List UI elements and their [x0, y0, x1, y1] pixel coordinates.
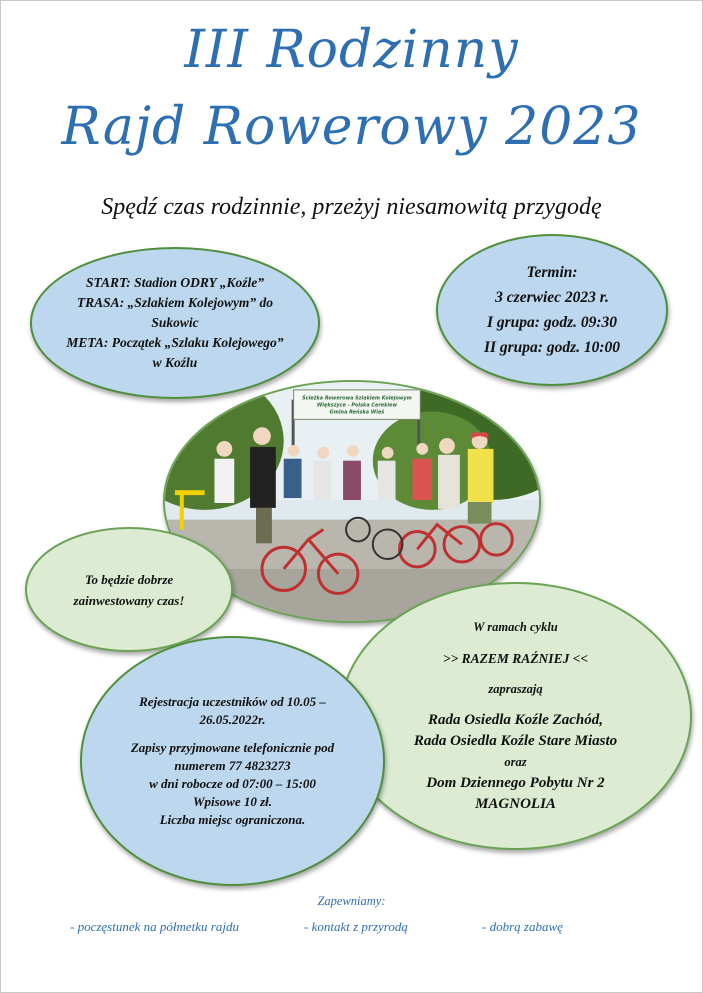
registration-fee: Wpisowe 10 zł. [192, 794, 273, 809]
organizer-3-name: MAGNOLIA [475, 796, 556, 812]
organizers-oval [339, 582, 692, 850]
guarantees-label: Zapewniamy: [317, 894, 386, 908]
title-line-1: III Rodzinny [184, 20, 519, 80]
guarantee-item-3: - dobrą zabawę [482, 919, 563, 934]
route-meta: META: Początek „Szlaku Kolejowego” w Koźlu [66, 335, 284, 370]
organizer-1: Rada Osiedla Koźle Zachód, [428, 712, 603, 728]
schedule-date: 3 czerwiec 2023 r. [495, 289, 609, 306]
organizer-2: Rada Osiedla Koźle Stare Miasto [413, 733, 618, 749]
schedule-group-1: I grupa: godz. 09:30 [486, 314, 618, 331]
route-oval [30, 247, 320, 399]
route-start: START: Stadion ODRY „Koźle” [86, 275, 264, 290]
sign-line-3: Gmina Reńska Wieś [329, 409, 385, 416]
and-text: oraz [504, 755, 527, 769]
sign-line-2: Większyce - Polska Cerekiew [316, 402, 398, 409]
title-line-2: Rajd Rowerowy 2023 [61, 97, 642, 157]
sign-line-1: Ścieżka Rowerowa Szlakiem Kolejowym [302, 395, 412, 402]
registration-phone: Zapisy przyjmowane telefonicznie pod numerem 77 4823273 [130, 740, 335, 773]
registration-dates: Rejestracja uczestników od 10.05 – 26.05.2022r. [139, 694, 326, 727]
guarantee-item-1: - poczęstunek na półmetku rajdu [70, 919, 239, 934]
subtitle: Spędź czas rodzinnie, przeżyj niesamowitą przygodę [101, 194, 602, 220]
investment-oval [25, 527, 233, 652]
registration-limit: Liczba miejsc ograniczona. [159, 812, 306, 827]
route-trasa: TRASA: „Szlakiem Kolejowym” do Sukowic [76, 295, 274, 330]
investment-text: To będzie dobrze zainwestowany czas! [73, 571, 185, 608]
registration-oval [80, 636, 385, 886]
registration-hours: w dni robocze od 07:00 – 15:00 [149, 776, 316, 791]
cycle-intro: W ramach cyklu [473, 620, 558, 634]
cycle-name: >> RAZEM RAŹNIEJ << [442, 651, 589, 666]
schedule-oval [436, 234, 668, 386]
schedule-label: Termin: [526, 264, 578, 281]
organizer-3: Dom Dziennego Pobytu Nr 2 [426, 775, 605, 791]
guarantee-item-2: - kontakt z przyrodą [304, 919, 408, 934]
schedule-group-2: II grupa: godz. 10:00 [483, 339, 621, 356]
invite-text: zapraszają [488, 682, 543, 696]
